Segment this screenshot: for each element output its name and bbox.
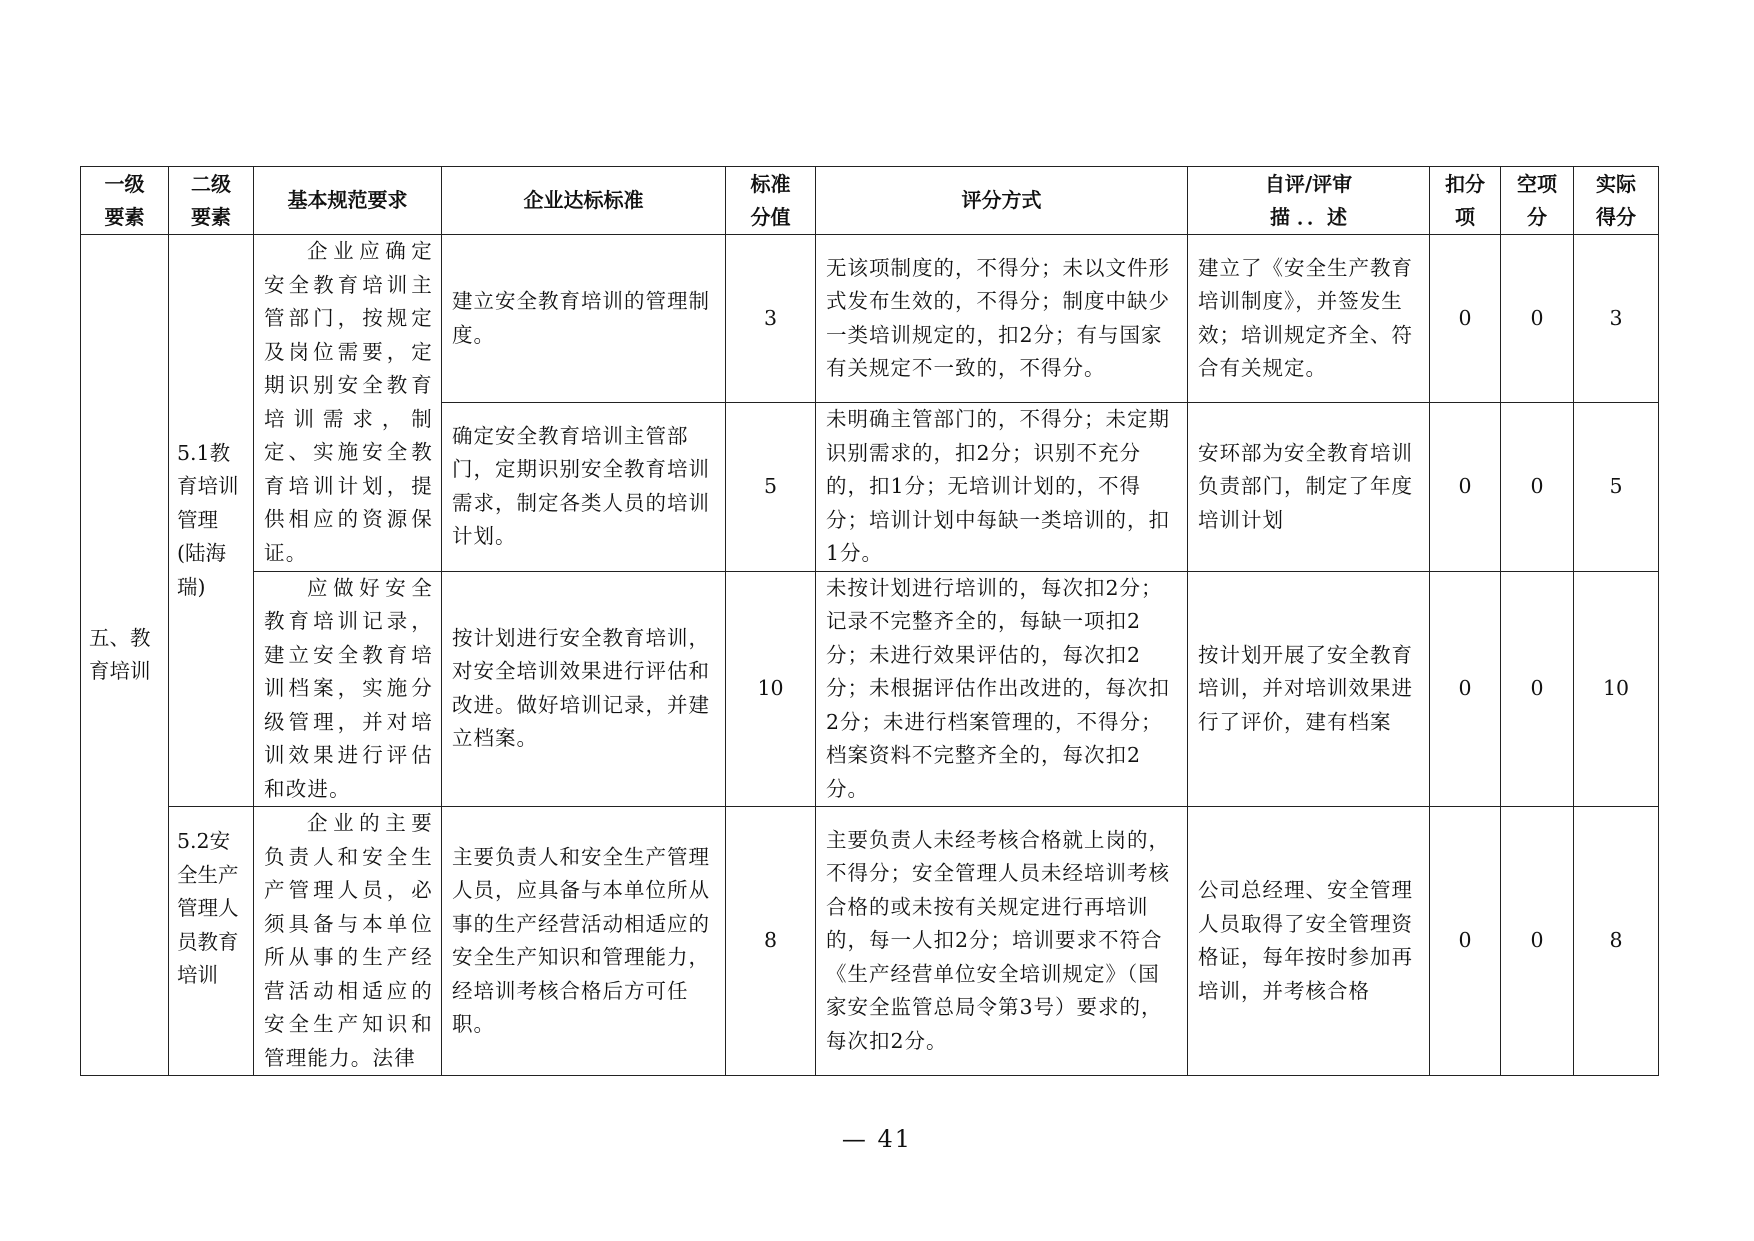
page-number: — 41 [841,1125,913,1153]
header-deduction: 扣分 项 [1430,167,1501,235]
header-enterprise-standard: 企业达标标准 [442,167,726,235]
header-actual-score: 实际 得分 [1574,167,1659,235]
level1-element: 五、教育培训 [81,235,169,1076]
actual-cell: 10 [1574,571,1659,807]
score-cell: 8 [726,807,816,1076]
deduct-cell: 0 [1430,571,1501,807]
method-cell: 主要负责人未经考核合格就上岗的，不得分；安全管理人员未经培训考核合格的或未按有关规定进行再培训的，每一人扣2分；培训要求不符合《生产经营单位安全培训规定》（国家安全监管总局令第3号）要求的，每次扣2分。 [816,807,1188,1076]
header-self-evaluation: 自评/评审 描 ．．述 [1188,167,1430,235]
header-scoring-method: 评分方式 [816,167,1188,235]
score-cell: 5 [726,403,816,572]
level2-element: 5.1教育培训管理(陆海瑞) [169,235,254,807]
actual-cell: 3 [1574,235,1659,403]
header-empty-item: 空项 分 [1501,167,1574,235]
empty-cell: 0 [1501,235,1574,403]
header-basic-requirement: 基本规范要求 [254,167,442,235]
empty-cell: 0 [1501,403,1574,572]
table-row [81,571,1659,807]
level2-element: 5.2安全生产管理人员教育培训 [169,807,254,1076]
self-eval-cell: 安环部为安全教育培训负责部门，制定了年度培训计划 [1188,403,1430,572]
basic-requirement: 企业应确定安全教育培训主管部门，按规定及岗位需要，定期识别安全教育培训需求，制定、实施安全教育培训计划，提供相应的资源保证。 [254,235,442,572]
header-level2: 二级 要素 [169,167,254,235]
standard-cell: 按计划进行安全教育培训，对安全培训效果进行评估和改进。做好培训记录，并建立档案。 [442,571,726,807]
self-eval-cell: 按计划开展了安全教育培训，并对培训效果进行了评价，建有档案 [1188,571,1430,807]
table-row [81,807,1659,1076]
self-eval-cell: 公司总经理、安全管理人员取得了安全管理资格证，每年按时参加再培训，并考核合格 [1188,807,1430,1076]
standard-cell: 建立安全教育培训的管理制度。 [442,235,726,403]
score-cell: 3 [726,235,816,403]
deduct-cell: 0 [1430,403,1501,572]
header-standard-score: 标准 分值 [726,167,816,235]
method-cell: 未明确主管部门的，不得分；未定期识别需求的，扣2分；识别不充分的，扣1分；无培训计划的，不得分；培训计划中每缺一类培训的，扣1分。 [816,403,1188,572]
standard-cell: 主要负责人和安全生产管理人员，应具备与本单位所从事的生产经营活动相适应的安全生产知识和管理能力，经培训考核合格后方可任职。 [442,807,726,1076]
self-eval-cell: 建立了《安全生产教育培训制度》，并签发生效；培训规定齐全、符合有关规定。 [1188,235,1430,403]
header-row [81,167,1659,235]
basic-requirement: 应做好安全教育培训记录，建立安全教育培训档案，实施分级管理，并对培训效果进行评估和改进。 [254,571,442,807]
empty-cell: 0 [1501,807,1574,1076]
method-cell: 未按计划进行培训的，每次扣2分；记录不完整齐全的，每缺一项扣2分；未进行效果评估的，每次扣2分；未根据评估作出改进的，每次扣2分；未进行档案管理的，不得分；档案资料不完整齐全的，每次扣2分。 [816,571,1188,807]
header-level1: 一级 要素 [81,167,169,235]
standard-cell: 确定安全教育培训主管部门，定期识别安全教育培训需求，制定各类人员的培训计划。 [442,403,726,572]
method-cell: 无该项制度的，不得分；未以文件形式发布生效的，不得分；制度中缺少一类培训规定的，扣2分；有与国家有关规定不一致的，不得分。 [816,235,1188,403]
score-cell: 10 [726,571,816,807]
actual-cell: 8 [1574,807,1659,1076]
deduct-cell: 0 [1430,807,1501,1076]
actual-cell: 5 [1574,403,1659,572]
deduct-cell: 0 [1430,235,1501,403]
evaluation-table [80,166,1659,1076]
table-row [81,235,1659,403]
empty-cell: 0 [1501,571,1574,807]
basic-requirement: 企业的主要负责人和安全生产管理人员，必须具备与本单位所从事的生产经营活动相适应的安全生产知识和管理能力。法律 [254,807,442,1076]
